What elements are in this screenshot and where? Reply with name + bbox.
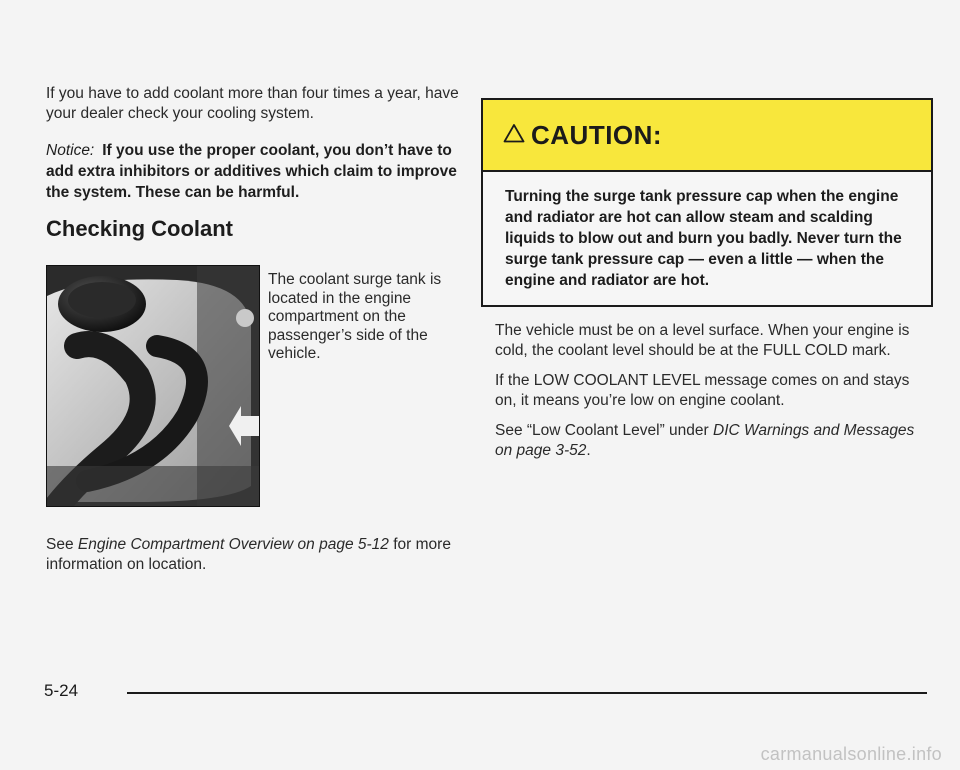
footer-rule (127, 692, 927, 694)
see-suffix: for more information on location. (46, 536, 451, 573)
right-paragraphs (481, 321, 933, 461)
warning-triangle-icon (503, 123, 525, 148)
see-prefix: See (46, 536, 78, 553)
notice-paragraph (46, 140, 466, 203)
caution-header (483, 100, 931, 172)
left-column (46, 84, 466, 575)
caution-title: CAUTION: (531, 119, 663, 150)
surge-tank-description: The coolant surge tank is located in the engine compartment on the passenger’s side of the vehicle. (268, 271, 442, 362)
right-column (481, 98, 933, 471)
caution-text: Turning the surge tank pressure cap when the engine and radiator are hot can allow steam and scalding liquids to blow out and burn you badly. Never turn the surge tank pressure cap — even a little — when the engine and radiator are hot. (505, 188, 902, 289)
caution-box (481, 98, 933, 307)
dic-warnings-reference: DIC Warnings and Messages on page 3-52 (495, 422, 915, 459)
dic-reference-paragraph (495, 421, 933, 461)
dic-prefix: See “Low Coolant Level” under (495, 422, 713, 439)
notice-text: If you use the proper coolant, you don’t have to add extra inhibitors or additives which claim to improve the system. These can be harmful. (46, 142, 457, 201)
dic-suffix: . (586, 442, 591, 459)
engine-compartment-reference: Engine Compartment Overview on page 5-12 (77, 536, 389, 553)
watermark: carmanualsonline.info (760, 744, 942, 764)
notice-label: Notice: (46, 142, 95, 159)
intro-paragraph: If you have to add coolant more than four times a year, have your dealer check your cooling system. (46, 85, 459, 122)
surge-tank-photo (46, 265, 260, 507)
low-coolant-paragraph: If the LOW COOLANT LEVEL message comes on and stays on, it means you’re low on engine coolant. (495, 372, 910, 409)
level-surface-paragraph: The vehicle must be on a level surface. When your engine is cold, the coolant level should be at the FULL COLD mark. (495, 322, 910, 359)
page-number: 5-24 (44, 681, 79, 700)
see-paragraph (46, 535, 466, 575)
coolant-block (46, 265, 466, 513)
section-title: Checking Coolant (46, 216, 234, 241)
